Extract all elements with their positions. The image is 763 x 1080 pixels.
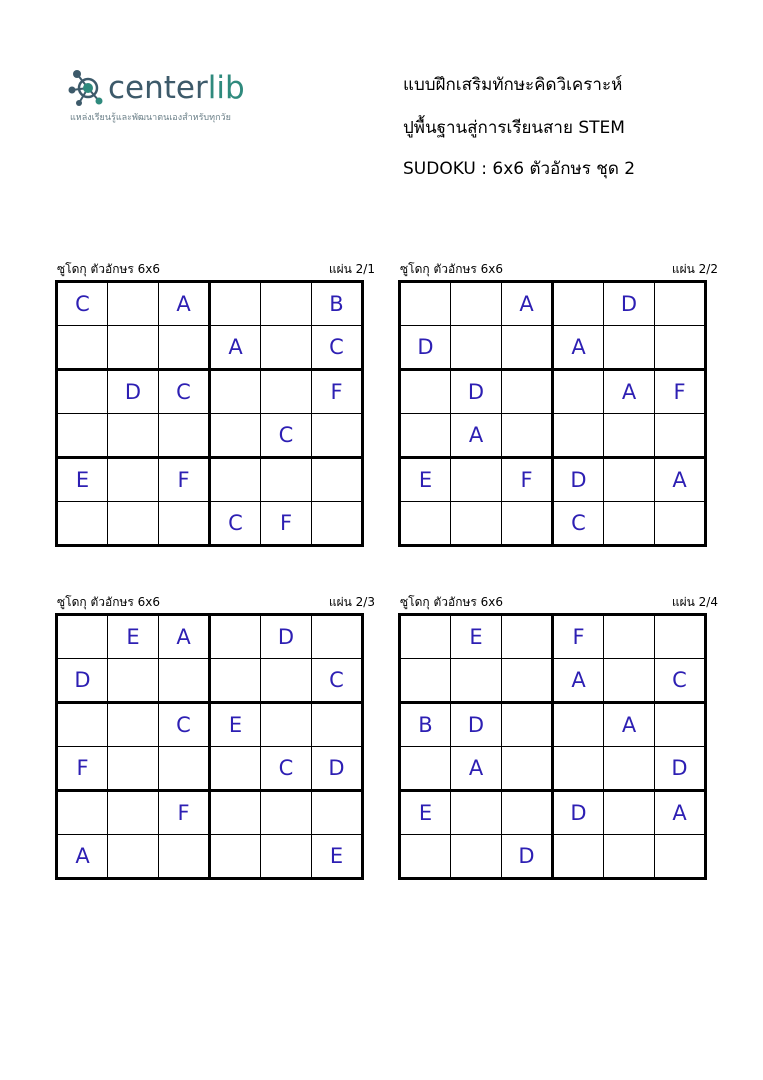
grid-row [57, 659, 363, 703]
grid-cell [261, 835, 312, 879]
grid-cell [210, 282, 261, 326]
grid-cell: E [312, 835, 363, 879]
grid-cell [604, 659, 655, 703]
grid-row [400, 458, 706, 502]
grid-cell [655, 282, 706, 326]
grid-cell [655, 835, 706, 879]
sheet-title: ซูโดกุ ตัวอักษร 6x6 [400, 595, 504, 609]
grid-cell: D [553, 791, 604, 835]
grid-cell: A [553, 326, 604, 370]
grid-row [400, 747, 706, 791]
grid-cell [655, 326, 706, 370]
sheet-header [400, 594, 718, 610]
grid-cell: E [400, 791, 451, 835]
grid-cell: F [502, 458, 553, 502]
grid-row [400, 282, 706, 326]
grid-cell [159, 502, 210, 546]
grid-cell [57, 370, 108, 414]
grid-cell [159, 659, 210, 703]
grid-cell: E [451, 615, 502, 659]
sheet-title: ซูโดกุ ตัวอักษร 6x6 [400, 262, 504, 276]
header-set-label: SUDOKU : 6x6 ตัวอักษร ชุด 2 [403, 159, 636, 179]
grid-cell [210, 659, 261, 703]
grid-cell [553, 370, 604, 414]
grid-cell [400, 370, 451, 414]
sheet-header [57, 261, 375, 277]
grid-cell: D [108, 370, 159, 414]
sheet-page-number: แผ่น 2/4 [671, 595, 718, 609]
grid-cell: D [502, 835, 553, 879]
grid-row [400, 791, 706, 835]
grid-cell [400, 659, 451, 703]
grid-cell [261, 791, 312, 835]
grid-cell: A [451, 747, 502, 791]
header-subtitle: ปูพื้นฐานสู่การเรียนสาย STEM [403, 118, 625, 138]
grid-cell: A [655, 458, 706, 502]
grid-cell: F [261, 502, 312, 546]
grid-cell [502, 326, 553, 370]
grid-cell [159, 747, 210, 791]
grid-cell: F [159, 791, 210, 835]
grid-cell [312, 502, 363, 546]
grid-row [400, 326, 706, 370]
grid-cell: C [312, 659, 363, 703]
grid-cell [108, 414, 159, 458]
grid-cell [57, 791, 108, 835]
grid-cell [312, 791, 363, 835]
grid-cell: A [604, 703, 655, 747]
grid-cell: A [451, 414, 502, 458]
grid-cell: C [261, 414, 312, 458]
grid-cell: A [159, 615, 210, 659]
grid-cell [502, 791, 553, 835]
grid-cell [553, 703, 604, 747]
grid-cell: C [655, 659, 706, 703]
grid-cell [312, 414, 363, 458]
grid-row [57, 615, 363, 659]
grid-cell [400, 747, 451, 791]
grid-cell [312, 615, 363, 659]
grid-cell: D [451, 370, 502, 414]
grid-cell [57, 502, 108, 546]
grid-cell [108, 835, 159, 879]
grid-cell [210, 791, 261, 835]
grid-cell [108, 282, 159, 326]
grid-cell: C [57, 282, 108, 326]
grid-cell: F [312, 370, 363, 414]
grid-cell: E [210, 703, 261, 747]
grid-cell [108, 659, 159, 703]
grid-cell [553, 414, 604, 458]
grid-cell [604, 458, 655, 502]
grid-cell [108, 791, 159, 835]
grid-cell [553, 747, 604, 791]
grid-cell [400, 282, 451, 326]
grid-cell [502, 370, 553, 414]
grid-cell [451, 502, 502, 546]
grid-row [57, 370, 363, 414]
grid-cell: C [210, 502, 261, 546]
grid-cell [108, 747, 159, 791]
grid-cell [604, 835, 655, 879]
grid-cell [210, 414, 261, 458]
grid-cell [108, 703, 159, 747]
grid-cell [108, 326, 159, 370]
grid-cell: D [400, 326, 451, 370]
grid-cell [604, 615, 655, 659]
grid-row [57, 747, 363, 791]
grid-cell: D [57, 659, 108, 703]
grid-cell [159, 414, 210, 458]
centerlib-wordmark [108, 66, 245, 110]
grid-cell: C [159, 703, 210, 747]
grid-cell: F [159, 458, 210, 502]
grid-cell [502, 747, 553, 791]
grid-cell: D [261, 615, 312, 659]
grid-cell [312, 703, 363, 747]
grid-cell [502, 414, 553, 458]
grid-cell: A [553, 659, 604, 703]
grid-cell: E [57, 458, 108, 502]
grid-cell: D [655, 747, 706, 791]
grid-cell [502, 703, 553, 747]
grid-row [57, 502, 363, 546]
grid-cell [451, 659, 502, 703]
grid-cell [108, 458, 159, 502]
grid-cell [400, 835, 451, 879]
grid-cell: F [553, 615, 604, 659]
sheet-header [400, 261, 718, 277]
grid-cell [604, 414, 655, 458]
grid-cell [451, 282, 502, 326]
grid-cell: A [604, 370, 655, 414]
grid-row [57, 458, 363, 502]
grid-cell [400, 615, 451, 659]
grid-cell: D [451, 703, 502, 747]
grid-row [400, 615, 706, 659]
grid-cell: C [159, 370, 210, 414]
grid-cell [210, 458, 261, 502]
grid-cell [210, 747, 261, 791]
grid-row [57, 835, 363, 879]
grid-cell [502, 502, 553, 546]
grid-row [57, 414, 363, 458]
grid-cell [655, 703, 706, 747]
grid-cell [553, 835, 604, 879]
grid-cell: A [210, 326, 261, 370]
grid-cell: E [108, 615, 159, 659]
sheet-page-number: แผ่น 2/2 [671, 262, 718, 276]
grid-cell: F [57, 747, 108, 791]
grid-row [400, 414, 706, 458]
sudoku-grid [398, 280, 707, 547]
grid-cell [210, 370, 261, 414]
wordmark-main: center [108, 70, 208, 106]
centerlib-logo [68, 66, 268, 126]
grid-cell [108, 502, 159, 546]
header-title: แบบฝึกเสริมทักษะคิดวิเคราะห์ [403, 75, 623, 95]
grid-cell [261, 282, 312, 326]
grid-cell [400, 414, 451, 458]
grid-cell [604, 791, 655, 835]
grid-cell [451, 835, 502, 879]
grid-row [57, 326, 363, 370]
grid-cell [502, 659, 553, 703]
grid-cell: C [553, 502, 604, 546]
grid-cell [655, 414, 706, 458]
grid-cell [261, 659, 312, 703]
grid-cell [159, 326, 210, 370]
sheet-header [57, 594, 375, 610]
wordmark-accent: lib [207, 70, 245, 106]
logo-tagline: แหล่งเรียนรู้และพัฒนาตนเองสำหรับทุกวัย [70, 113, 231, 123]
grid-cell: B [312, 282, 363, 326]
grid-cell [57, 414, 108, 458]
grid-cell [655, 615, 706, 659]
grid-cell [57, 703, 108, 747]
grid-row [400, 703, 706, 747]
centerlib-molecule-icon [68, 68, 108, 108]
grid-cell [261, 458, 312, 502]
grid-cell: A [159, 282, 210, 326]
grid-cell: C [261, 747, 312, 791]
grid-cell: A [57, 835, 108, 879]
sheet-title: ซูโดกุ ตัวอักษร 6x6 [57, 595, 161, 609]
grid-cell [57, 615, 108, 659]
grid-cell: C [312, 326, 363, 370]
grid-row [400, 370, 706, 414]
grid-cell [655, 502, 706, 546]
grid-cell: A [502, 282, 553, 326]
grid-cell: D [604, 282, 655, 326]
sudoku-grid [55, 613, 364, 880]
grid-cell [210, 835, 261, 879]
grid-row [400, 659, 706, 703]
sheet-page-number: แผ่น 2/3 [328, 595, 375, 609]
grid-cell: F [655, 370, 706, 414]
grid-cell [604, 326, 655, 370]
grid-cell [312, 458, 363, 502]
grid-cell: D [312, 747, 363, 791]
sudoku-grid [55, 280, 364, 547]
grid-cell [261, 370, 312, 414]
grid-cell [210, 615, 261, 659]
grid-row [400, 502, 706, 546]
grid-row [57, 703, 363, 747]
grid-cell [400, 502, 451, 546]
grid-cell: B [400, 703, 451, 747]
sheet-page-number: แผ่น 2/1 [328, 262, 375, 276]
grid-row [57, 791, 363, 835]
grid-cell [57, 326, 108, 370]
grid-cell [451, 791, 502, 835]
grid-cell [451, 326, 502, 370]
grid-row [400, 835, 706, 879]
grid-cell [451, 458, 502, 502]
grid-cell [159, 835, 210, 879]
sheet-title: ซูโดกุ ตัวอักษร 6x6 [57, 262, 161, 276]
grid-cell: E [400, 458, 451, 502]
grid-cell [604, 502, 655, 546]
grid-cell: D [553, 458, 604, 502]
grid-cell [261, 703, 312, 747]
grid-cell [553, 282, 604, 326]
grid-cell [502, 615, 553, 659]
grid-row [57, 282, 363, 326]
grid-cell: A [655, 791, 706, 835]
sudoku-grid [398, 613, 707, 880]
grid-cell [261, 326, 312, 370]
grid-cell [604, 747, 655, 791]
